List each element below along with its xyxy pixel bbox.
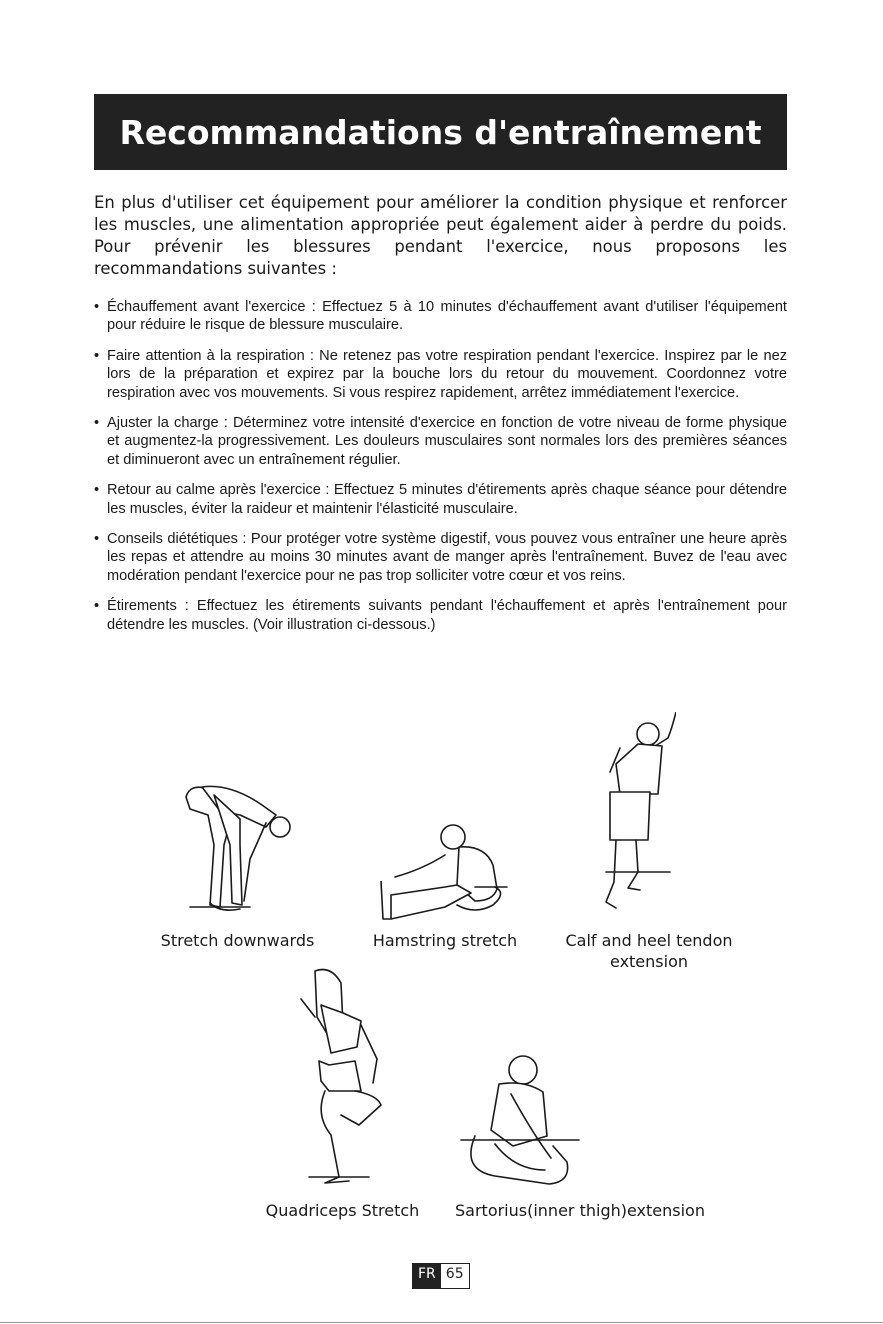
page-title: Recommandations d'entraînement (94, 94, 787, 170)
language-code: FR (413, 1264, 441, 1288)
recommendation-item: • Retour au calme après l'exercice : Effectuez 5 minutes d'étirements après chaque séance pour détendre les muscles, éviter la raideur et maintenir l'élasticité musculaire. (94, 481, 787, 518)
caption-hamstring-stretch: Hamstring stretch (372, 931, 518, 950)
caption-stretch-downwards: Stretch downwards (160, 931, 315, 950)
calf-heel-stretch-illustration (596, 712, 676, 922)
hamstring-stretch-illustration (375, 815, 515, 925)
sartorius-stretch-illustration (455, 1050, 585, 1190)
recommendation-list (94, 298, 787, 646)
caption-calf-heel-stretch: Calf and heel tendon extension (565, 931, 733, 971)
page-number: 65 (441, 1264, 469, 1288)
intro-paragraph: En plus d'utiliser cet équipement pour améliorer la condition physique et renforcer les muscles, une alimentation appropriée peut également aider à perdre du poids. Pour prévenir les blessures pendant l'exercice, nous proposons les recommandations suivantes : (94, 193, 787, 278)
bottom-rule (0, 1322, 883, 1323)
quadriceps-stretch-illustration (285, 965, 405, 1190)
caption-sartorius-stretch: Sartorius(inner thigh)extension (455, 1201, 705, 1220)
page-number-badge (412, 1263, 470, 1289)
recommendation-item: • Conseils diététiques : Pour protéger votre système digestif, vous pouvez vous entraîner une heure après les repas et attendre au moins 30 minutes avant de manger après l'entraînement. Buvez de l'eau avec modération pendant l'exercice pour ne pas trop solliciter votre cœur et vos reins. (94, 530, 787, 585)
recommendation-item: • Ajuster la charge : Déterminez votre intensité d'exercice en fonction de votre niveau de forme physique et augmentez-la progressivement. Les douleurs musculaires sont normales lors des premières séances et diminueront avec un entraînement régulier. (94, 414, 787, 469)
recommendation-item: • Faire attention à la respiration : Ne retenez pas votre respiration pendant l'exercice. Inspirez par le nez lors de la préparation et expirez par la bouche lors du retour du mouvement. Coordonnez votre respiration avec vos mouvements. Si vous respirez rapidement, arrêtez immédiatement l'exercice. (94, 347, 787, 402)
stretch-downwards-illustration (180, 775, 300, 925)
caption-quadriceps-stretch: Quadriceps Stretch (265, 1201, 420, 1220)
recommendation-item: • Échauffement avant l'exercice : Effectuez 5 à 10 minutes d'échauffement avant d'utiliser l'équipement pour réduire le risque de blessure musculaire. (94, 298, 787, 335)
recommendation-item: • Étirements : Effectuez les étirements suivants pendant l'échauffement et après l'entraînement pour détendre les muscles. (Voir illustration ci-dessous.) (94, 597, 787, 634)
